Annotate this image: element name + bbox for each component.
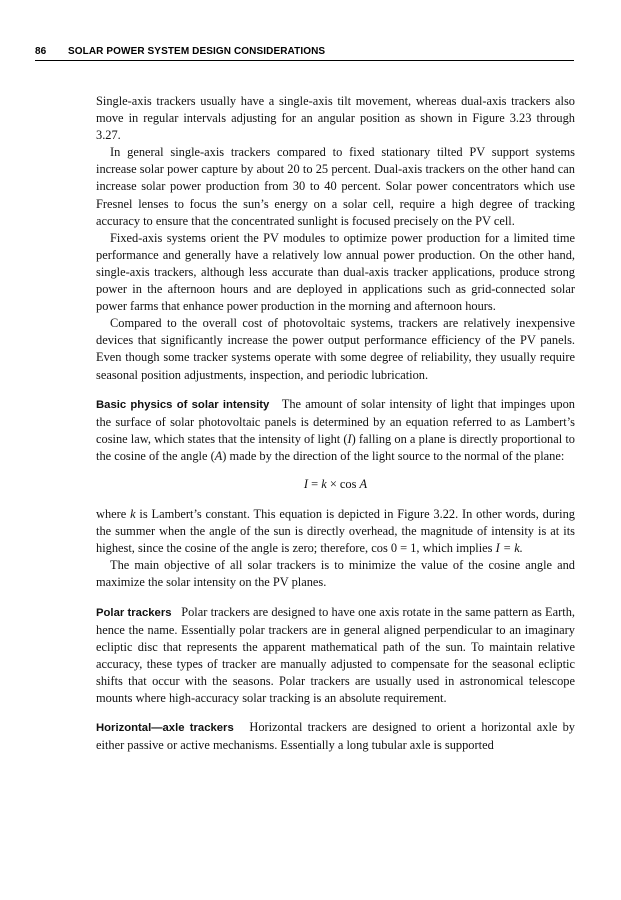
variable: A bbox=[214, 448, 223, 463]
paragraph: Single-axis trackers usually have a single-axis tilt movement, whereas dual-axis trackers also move in regular intervals adjusting for an angular position as shown in Figure 3.23 through 3.27. bbox=[96, 94, 575, 143]
page-body bbox=[96, 93, 575, 754]
running-header bbox=[35, 40, 574, 61]
variable: k bbox=[130, 507, 136, 522]
section-text: ) falling on a plane is directly proportional to the cosine of the angle ( bbox=[96, 431, 575, 463]
section-text: Polar trackers are designed to have one axis rotate in the same pattern as Earth, hence the name. Essentially polar trackers are in general aligned perpendicular to an imaginary ecliptic disc that represents the apparent mathematical path of the sun. To maintain relative accuracy, these types of tracker are manually adjusted to compensate for the seasonal ecliptic shifts that occur with the seasons. Polar trackers are usually used in astronomical telescope mounts where high-accuracy solar tracking is an absolute requirement. bbox=[96, 604, 575, 705]
section-basic-physics bbox=[96, 396, 575, 465]
equation-symbol: cos bbox=[339, 476, 360, 491]
section-text: ) made by the direction of the light source to the normal of the plane: bbox=[222, 448, 565, 463]
equation-symbol: k bbox=[321, 476, 327, 491]
variable: I = k. bbox=[495, 541, 523, 556]
equation-symbol: I bbox=[303, 476, 309, 491]
paragraph: Compared to the overall cost of photovoltaic systems, trackers are relatively inexpensive devices that significantly increase the power output performance efficiency of the PV panels. Even though some tracker systems operate with some degree of reliability, they usually require seasonal position adjustments, inspection, and periodic lubrication. bbox=[96, 316, 575, 382]
paragraph: In general single-axis trackers compared to fixed stationary tilted PV support systems increase solar power capture by about 20 to 25 percent. Dual-axis trackers on the other hand can increase solar power production from 30 to 40 percent. Solar power concentrators which use Fresnel lenses to focus the sun’s energy on a solar cell, require a high degree of tracking accuracy to ensure that the concentrated sunlight is focused precisely on the PV cell. bbox=[96, 145, 575, 228]
section-horizontal-axle-trackers bbox=[96, 719, 575, 754]
equation-symbol: = bbox=[308, 476, 322, 491]
section-text: Horizontal trackers are designed to orient a horizontal axle by either passive or active mechanisms. Essentially a long tubular axle is supported bbox=[96, 720, 576, 753]
running-title: SOLAR POWER SYSTEM DESIGN CONSIDERATIONS bbox=[68, 46, 326, 57]
equation-symbol: A bbox=[359, 476, 368, 491]
paragraph: Fixed-axis systems orient the PV modules to optimize power production for a limited time performance and generally have a relatively low annual power production. On the other hand, single-axis trackers, although less accurate than dual-axis tracker applications, produce strong power in the afternoon hours and are deployed in applications such as grid-connected solar power farms that enhance power production in the morning and afternoon hours. bbox=[96, 230, 575, 314]
variable: I bbox=[347, 431, 352, 446]
page-number: 86 bbox=[35, 46, 47, 57]
section-polar-trackers bbox=[96, 604, 575, 708]
section-heading: Horizontal—axle trackers bbox=[96, 722, 234, 735]
text: where bbox=[96, 507, 131, 522]
section-heading: Polar trackers bbox=[96, 606, 172, 619]
paragraph bbox=[96, 506, 575, 557]
section-heading: Basic physics of solar intensity bbox=[96, 398, 270, 411]
section-text: The amount of solar intensity of light that impinges upon the surface of solar photovoltaic panels is determined by an equation referred to as Lambert’s cosine law, which states that the intensity of light ( bbox=[96, 396, 575, 446]
paragraph: The main objective of all solar trackers is to minimize the value of the cosine angle and maximize the solar intensity on the PV planes. bbox=[96, 558, 575, 590]
text: is Lambert’s constant. This equation is depicted in Figure 3.22. In other words, during the summer when the angle of the sun is directly overhead, the magnitude of intensity is at its highest, since the cosine of the angle is zero; therefore, cos 0 = 1, which implies bbox=[96, 507, 575, 556]
equation-symbol: × bbox=[326, 476, 340, 491]
equation bbox=[96, 476, 575, 493]
